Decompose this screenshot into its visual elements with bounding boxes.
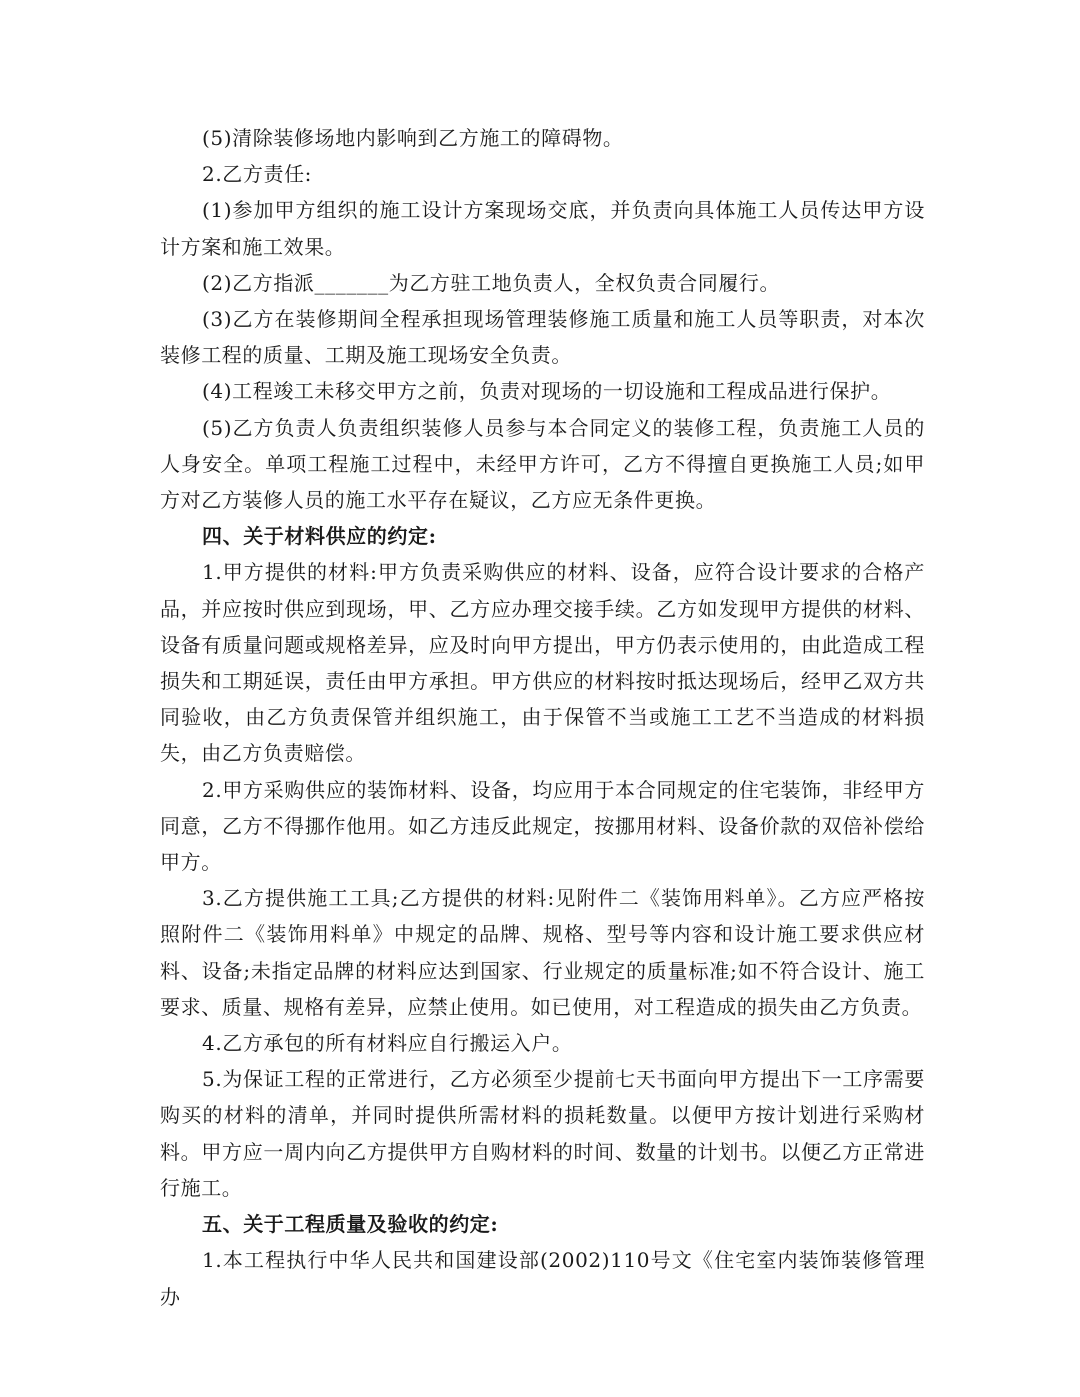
paragraph-material-schedule: 5.为保证工程的正常进行，乙方必须至少提前七天书面向甲方提出下一工序需要购买的材料的清单，并同时提供所需材料的损耗数量。以便甲方按计划进行采购材料。甲方应一周内向乙方提供甲方自购材料的时间、数量的计划书。以便乙方正常进行施工。 [160, 1067, 925, 1200]
paragraph-site-manager: (2)乙方指派_______为乙方驻工地负责人，全权负责合同履行。 [202, 270, 781, 295]
paragraph-party-a-materials: 1.甲方提供的材料:甲方负责采购供应的材料、设备，应符合设计要求的合格产品，并应按时供应到现场，甲、乙方应办理交接手续。乙方如发现甲方提供的材料、设备有质量问题或规格差异，应及时向甲方提出，甲方仍表示使用的，由此造成工程损失和工期延误，责任由甲方承担。甲方供应的材料按时抵达现场后，经甲乙双方共同验收，由乙方负责保管并组织施工，由于保管不当或施工工艺不当造成的材料损失，由乙方负责赔偿。 [160, 560, 925, 766]
paragraph-party-b-responsibility: 2.乙方责任: [202, 162, 313, 187]
paragraph-material-use: 2.甲方采购供应的装饰材料、设备，均应用于本合同规定的住宅装饰，非经甲方同意，乙方不得挪作他用。如乙方违反此规定，按挪用材料、设备价款的双倍补偿给甲方。 [160, 777, 925, 875]
paragraph-quality-standard: 1.本工程执行中华人民共和国建设部(2002)110号文《住宅室内装饰装修管理办 [160, 1248, 925, 1309]
paragraph-site-management: (3)乙方在装修期间全程承担现场管理装修施工质量和施工人员等职责，对本次装修工程的质量、工期及施工现场安全负责。 [160, 307, 925, 368]
paragraph-clear-obstacles: (5)清除装修场地内影响到乙方施工的障碍物。 [202, 126, 624, 150]
paragraph-protection: (4)工程竣工未移交甲方之前，负责对现场的一切设施和工程成品进行保护。 [202, 379, 892, 404]
section-heading-quality: 五、关于工程质量及验收的约定: [202, 1212, 499, 1237]
paragraph-design-briefing: (1)参加甲方组织的施工设计方案现场交底，并负责向具体施工人员传达甲方设计方案和施工效果。 [160, 198, 925, 259]
paragraph-party-b-materials: 3.乙方提供施工工具;乙方提供的材料:见附件二《装饰用料单》。乙方应严格按照附件二《装饰用料单》中规定的品牌、规格、型号等内容和设计施工要求供应材料、设备;未指定品牌的材料应达到国家、行业规定的质量标准;如不符合设计、施工要求、质量、规格有差异，应禁止使用。如已使用，对工程造成的损失由乙方负责。 [160, 886, 925, 1019]
document-body [160, 120, 925, 1315]
paragraph-worker-safety: (5)乙方负责人负责组织装修人员参与本合同定义的装修工程，负责施工人员的人身安全。单项工程施工过程中，未经甲方许可，乙方不得擅自更换施工人员;如甲方对乙方装修人员的施工水平存在疑议，乙方应无条件更换。 [160, 415, 925, 513]
paragraph-material-transport: 4.乙方承包的所有材料应自行搬运入户。 [202, 1031, 573, 1056]
section-heading-materials: 四、关于材料供应的约定: [202, 524, 437, 549]
